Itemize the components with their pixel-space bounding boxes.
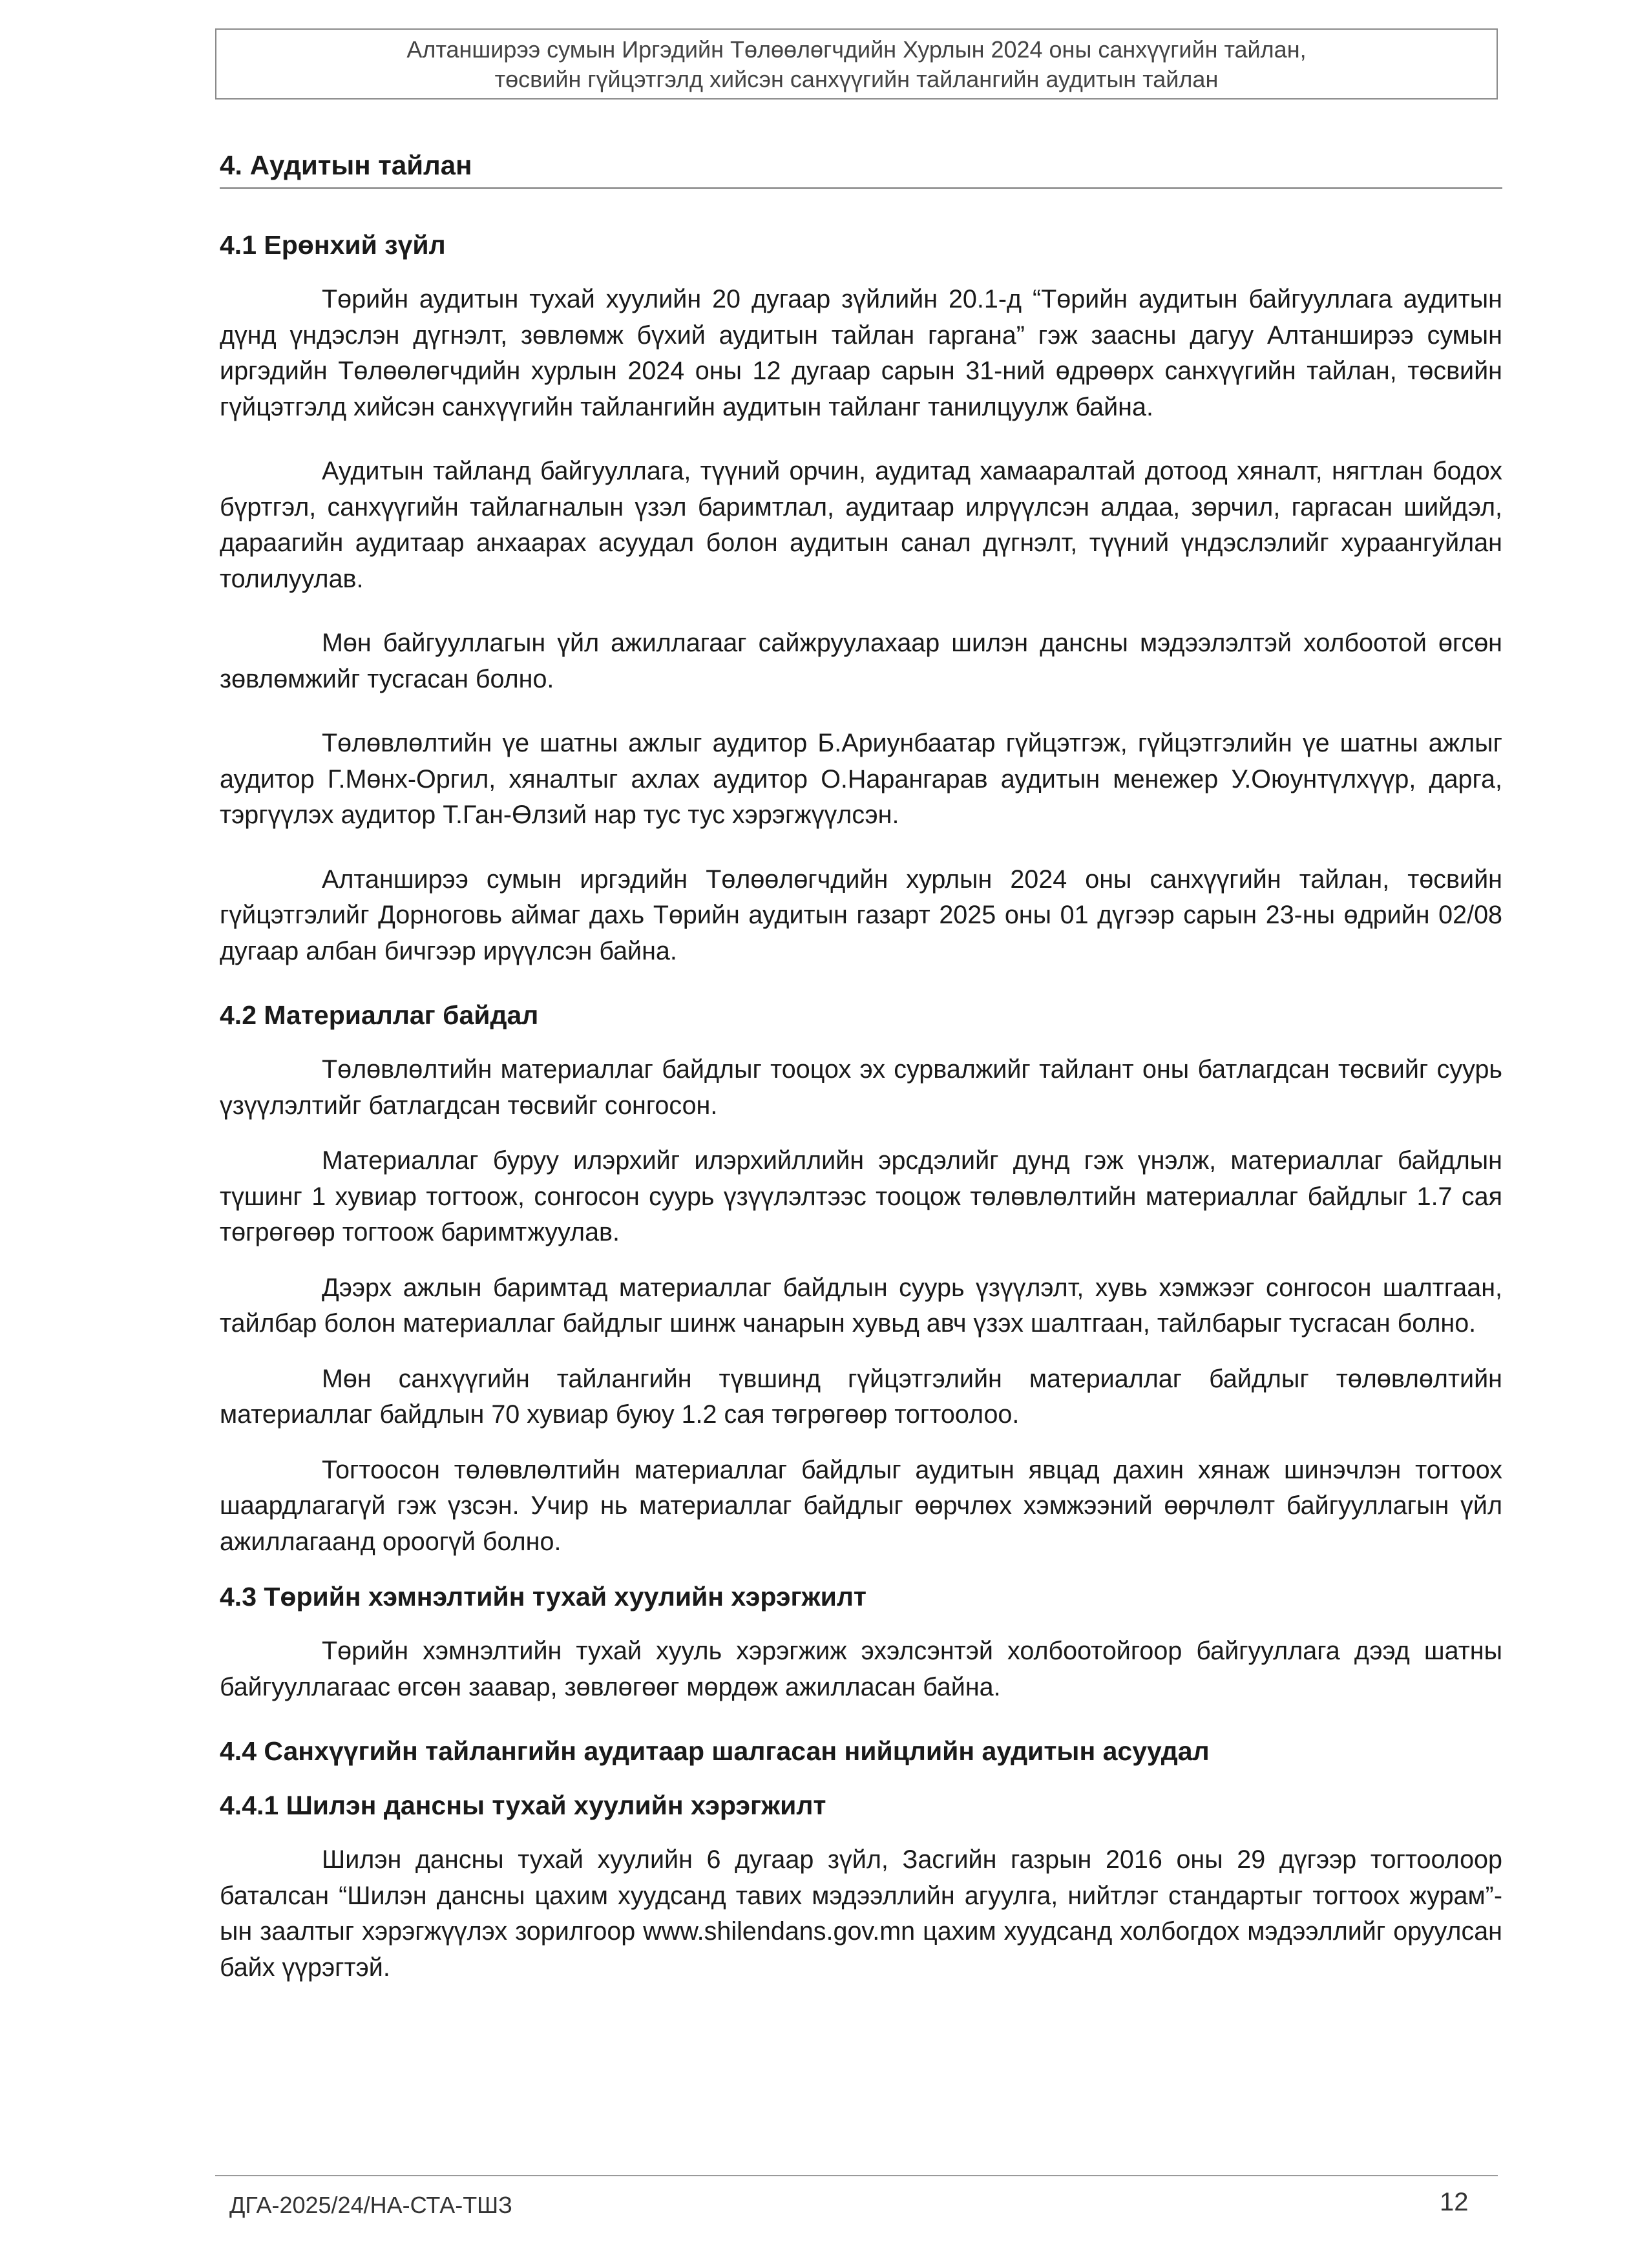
footer-divider	[215, 2175, 1498, 2176]
header-line-1: Алтанширээ сумын Иргэдийн Төлөөлөгчдийн Хурлын 2024 оны санхүүгийн тайлан,	[406, 36, 1307, 63]
paragraph: Аудитын тайланд байгууллага, түүний орчин, аудитад хамааралтай дотоод хяналт, нягтлан бодох бүртгэл, санхүүгийн тайлагналын үзэл баримтлал, аудитаар илрүүлсэн алдаа, зөрчил, гаргасан шийдэл, дараагийн аудитаар анхаарах асуудал болон аудитын санал дүгнэлт, түүний үндэслэлийг хураангуйлан толилуулав.	[220, 457, 1502, 593]
paragraph: Төрийн аудитын тухай хуулийн 20 дугаар зүйлийн 20.1-д “Төрийн аудитын байгууллага аудитын дүнд үндэслэн дүгнэлт, зөвлөмж бүхий аудитын тайлан гаргана” гэж заасны дагуу Алтанширээ сумын иргэдийн Төлөөлөгчдийн хурлын 2024 оны 12 дугаар сарын 31-ний өдрөөрх санхүүгийн тайлан, төсвийн гүйцэтгэлд хийсэн санхүүгийн тайлангийн аудитын тайланг танилцуулж байна.	[220, 285, 1502, 421]
running-header	[215, 28, 1498, 100]
paragraph: Материаллаг буруу илэрхийг илэрхийллийн эрсдэлийг дунд гэж үнэлж, материаллаг байдлын түшинг 1 хувиар тогтоож, сонгосон суурь үзүүлэлтээс тооцож төлөвлөлтийн материаллаг байдлыг 1.7 сая төгрөгөөр тогтоож баримтжуулав.	[220, 1146, 1502, 1246]
page-number: 12	[1440, 2188, 1469, 2216]
paragraph: Шилэн дансны тухай хуулийн 6 дугаар зүйл, Засгийн газрын 2016 оны 29 дүгээр тогтоолоор баталсан “Шилэн дансны цахим хуудсанд тавих мэдээллийн агуулга, нийтлэг стандартыг тогтоох журам”-ын заалтыг хэрэгжүүлэх зорилгоор www.shilendans.gov.mn цахим хуудсанд холбогдох мэдээллийг оруулсан байх үүрэгтэй.	[220, 1845, 1502, 1982]
paragraph: Тогтоосон төлөвлөлтийн материаллаг байдлыг аудитын явцад дахин хянаж шинэчлэн тогтоох шаардлагагүй гэж үзсэн. Учир нь материаллаг байдлыг өөрчлөх хэмжээний өөрчлөлт байгууллагын үйл ажиллагаанд ороогүй болно.	[220, 1455, 1502, 1556]
subsection-4-2-title: 4.2 Материаллаг байдал	[220, 1000, 539, 1030]
subsection-4-1-title: 4.1 Ерөнхий зүйл	[220, 230, 446, 260]
subsection-4-4-1-title: 4.4.1 Шилэн дансны тухай хуулийн хэрэгжилт	[220, 1790, 826, 1820]
paragraph: Дээрх ажлын баримтад материаллаг байдлын суурь үзүүлэлт, хувь хэмжээг сонгосон шалтгаан, тайлбар болон материаллаг байдлыг шинж чанарын хувьд авч үзэх шалтгаан, тайлбарыг тусгасан болно.	[220, 1273, 1502, 1338]
subsection-4-3-title: 4.3 Төрийн хэмнэлтийн тухай хуулийн хэрэгжилт	[220, 1582, 867, 1612]
paragraph: Мөн санхүүгийн тайлангийн түвшинд гүйцэтгэлийн материаллаг байдлыг төлөвлөлтийн материаллаг байдлын 70 хувиар буюу 1.2 сая төгрөгөөр тогтоолоо.	[220, 1364, 1502, 1429]
header-line-2: төсвийн гүйцэтгэлд хийсэн санхүүгийн тайлангийн аудитын тайлан	[494, 66, 1219, 92]
section-title: 4. Аудитын тайлан	[220, 147, 1502, 189]
subsection-4-4-title: 4.4 Санхүүгийн тайлангийн аудитаар шалгасан нийцлийн аудитын асуудал	[220, 1736, 1210, 1766]
paragraph: Алтанширээ сумын иргэдийн Төлөөлөгчдийн хурлын 2024 оны санхүүгийн тайлан, төсвийн гүйцэтгэлийг Дорноговь аймаг дахь Төрийн аудитын газарт 2025 оны 01 дүгээр сарын 23-ны өдрийн 02/08 дугаар албан бичгээр ирүүлсэн байна.	[220, 865, 1502, 965]
paragraph: Төрийн хэмнэлтийн тухай хууль хэрэгжиж эхэлсэнтэй холбоотойгоор байгууллага дээд шатны байгууллагаас өгсөн заавар, зөвлөгөөг мөрдөж ажилласан байна.	[220, 1637, 1502, 1701]
paragraph: Төлөвлөлтийн материаллаг байдлыг тооцох эх сурвалжийг тайлант оны батлагдсан төсвийг суурь үзүүлэлтийг батлагдсан төсвийг сонгосон.	[220, 1055, 1502, 1120]
paragraph: Төлөвлөлтийн үе шатны ажлыг аудитор Б.Ариунбаатар гүйцэтгэж, гүйцэтгэлийн үе шатны ажлыг аудитор Г.Мөнх-Оргил, хяналтыг ахлах аудитор О.Нарангарав аудитын менежер У.Оюунтүлхүүр, дарга, тэргүүлэх аудитор Т.Ган-Өлзий нар тус тус хэрэгжүүлсэн.	[220, 729, 1502, 829]
document-code: ДГА-2025/24/НА-СТА-ТШЗ	[229, 2192, 512, 2218]
main-content	[220, 147, 1502, 2014]
paragraph: Мөн байгууллагын үйл ажиллагааг сайжруулахаар шилэн дансны мэдээлэлтэй холбоотой өгсөн зөвлөмжийг тусгасан болно.	[220, 629, 1502, 693]
